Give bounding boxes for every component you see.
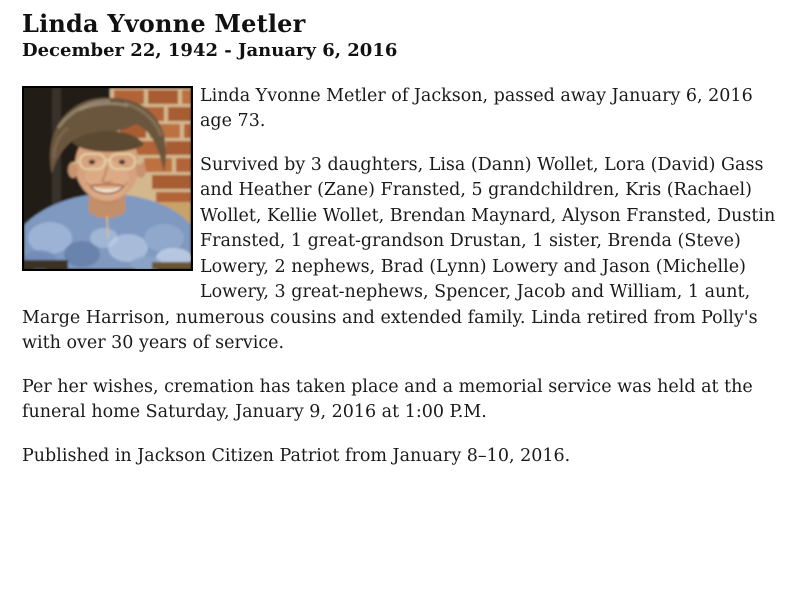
obituary-paragraph-service: Per her wishes, cremation has taken place and a memorial service was held at the funeral home Saturday, January 9, 2016 at 1:00 P.M. xyxy=(22,376,753,422)
obituary-paragraph-intro: Linda Yvonne Metler of Jackson, passed away January 6, 2016 age 73. xyxy=(200,85,753,131)
portrait-photo-image xyxy=(24,88,191,269)
obituary-paragraph-published: Published in Jackson Citizen Patriot from January 8–10, 2016. xyxy=(22,445,571,466)
life-dates: December 22, 1942 - January 6, 2016 xyxy=(22,40,398,61)
deceased-name: Linda Yvonne Metler xyxy=(22,9,306,38)
obituary-body xyxy=(22,84,776,470)
portrait-photo xyxy=(22,86,193,271)
obituary-paragraph-survivors: Survived by 3 daughters, Lisa (Dann) Wollet, Lora (David) Gass and Heather (Zane) Fransted, 5 grandchildren, Kris (Rachael) Wollet, Kellie Wollet, Brendan Maynard, Alyson Fransted, Dustin Fransted, 1 great-grandson Drustan, 1 sister, Brenda (Steve) Lowery, 2 nephews, Brad (Lynn) Lowery and Jason (Michelle) Lowery, 3 great-nephews, Spencer, Jacob and William, 1 aunt, Marge Harrison, numerous cousins and extended family. Linda retired from Polly's with over 30 years of service. xyxy=(22,154,776,353)
